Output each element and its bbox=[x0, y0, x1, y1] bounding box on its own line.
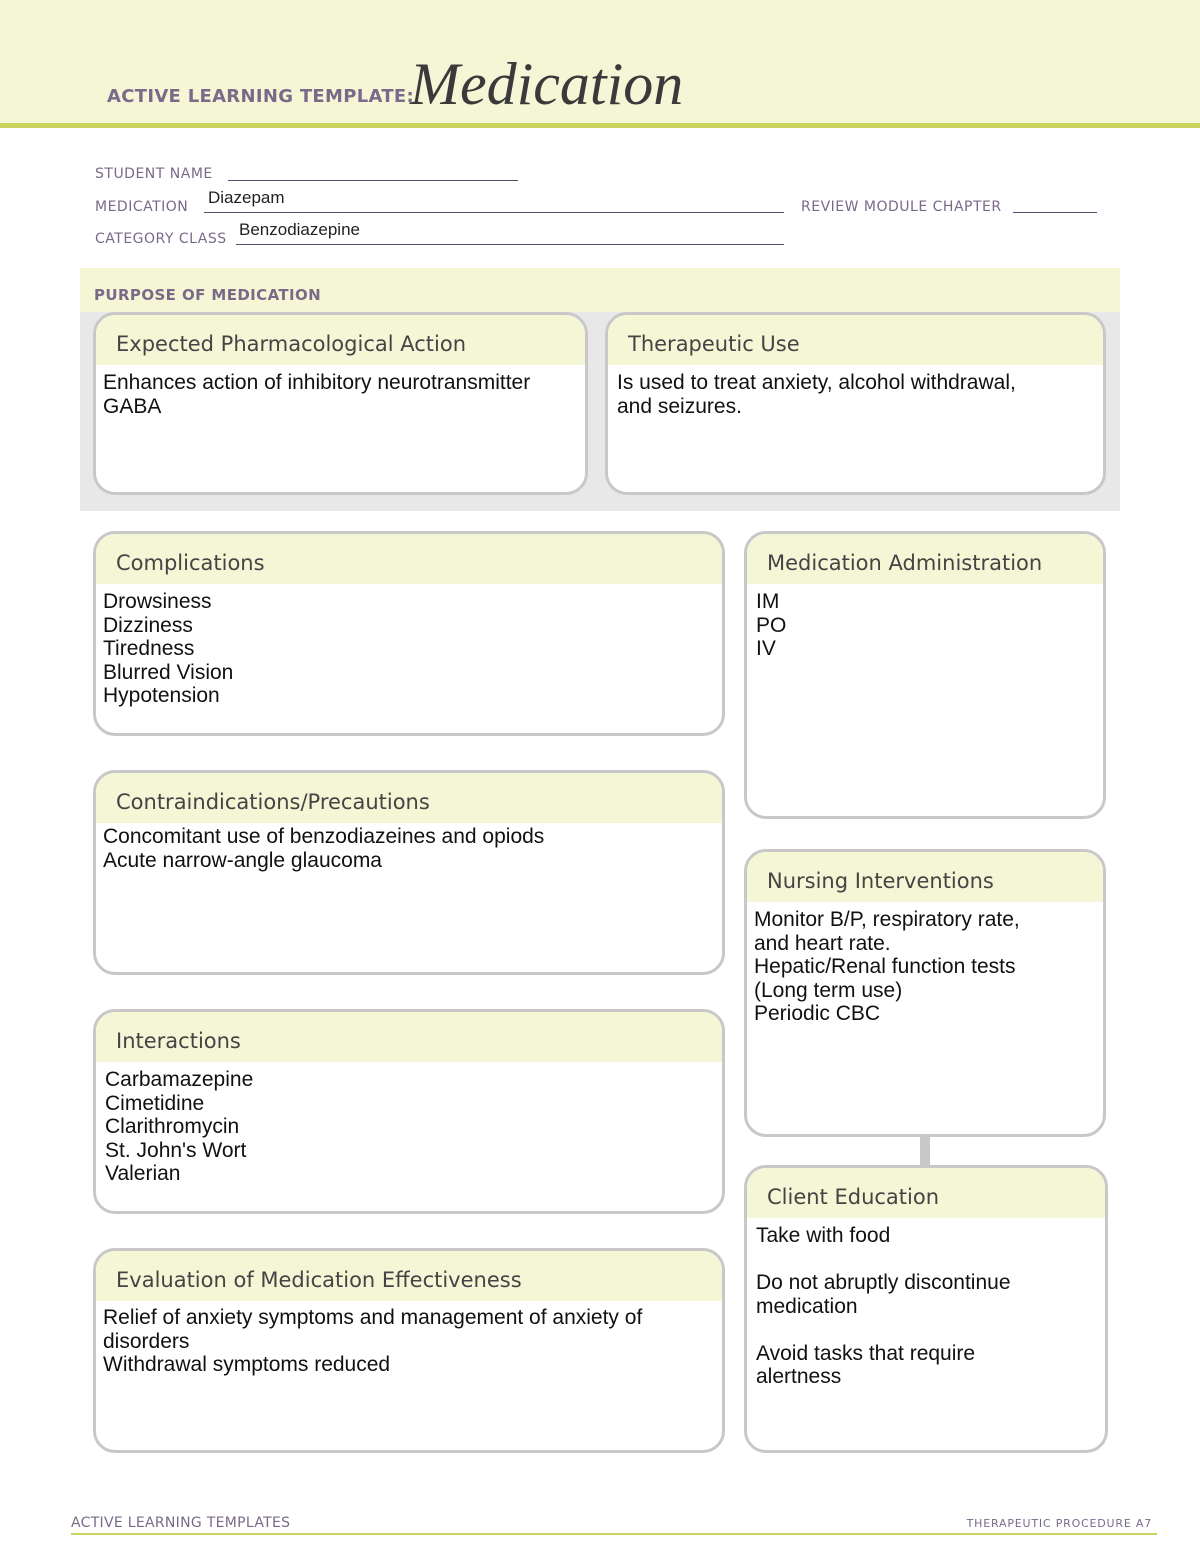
interactions-box bbox=[93, 1009, 725, 1214]
nursing-title: Nursing Interventions bbox=[747, 852, 1103, 902]
administration-title: Medication Administration bbox=[747, 534, 1103, 584]
evaluation-box bbox=[93, 1248, 725, 1453]
page-title: Medication bbox=[410, 51, 684, 117]
category-class-field[interactable]: Benzodiazepine bbox=[239, 220, 360, 239]
purpose-title: PURPOSE OF MEDICATION bbox=[94, 286, 322, 304]
complications-title: Complications bbox=[96, 534, 722, 584]
medication-label: MEDICATION bbox=[95, 199, 189, 215]
client-education-box bbox=[744, 1165, 1108, 1453]
header-rule bbox=[0, 123, 1200, 128]
administration-box bbox=[744, 531, 1106, 819]
student-name-line bbox=[228, 180, 518, 181]
therapeutic-use-text[interactable]: Is used to treat anxiety, alcohol withdrawal, and seizures. bbox=[617, 371, 1016, 418]
category-class-line bbox=[236, 244, 784, 245]
expected-action-text[interactable]: Enhances action of inhibitory neurotransmitter GABA bbox=[103, 371, 531, 418]
evaluation-text[interactable]: Relief of anxiety symptoms and management of anxiety of disorders Withdrawal symptoms reduced bbox=[103, 1306, 643, 1376]
footer-right: THERAPEUTIC PROCEDURE A7 bbox=[966, 1517, 1152, 1530]
student-name-label: STUDENT NAME bbox=[95, 166, 213, 182]
client-education-text[interactable]: Take with food Do not abruptly discontinue medication Avoid tasks that require alertness bbox=[756, 1224, 1011, 1388]
complications-text[interactable]: Drowsiness Dizziness Tiredness Blurred Vision Hypotension bbox=[103, 590, 234, 707]
expected-action-title: Expected Pharmacological Action bbox=[96, 315, 585, 365]
administration-text[interactable]: IM PO IV bbox=[756, 590, 787, 660]
category-class-label: CATEGORY CLASS bbox=[95, 231, 227, 247]
nursing-text[interactable]: Monitor B/P, respiratory rate, and heart rate. Hepatic/Renal function tests (Long term use) Periodic CBC bbox=[754, 908, 1020, 1025]
contraindications-title: Contraindications/Precautions bbox=[96, 773, 722, 823]
interactions-title: Interactions bbox=[96, 1012, 722, 1062]
therapeutic-use-box bbox=[605, 312, 1106, 495]
footer-rule bbox=[71, 1533, 1157, 1535]
connector-line bbox=[920, 1135, 930, 1167]
client-education-title: Client Education bbox=[747, 1168, 1105, 1218]
review-module-line bbox=[1013, 212, 1097, 213]
evaluation-title: Evaluation of Medication Effectiveness bbox=[96, 1251, 722, 1301]
interactions-text[interactable]: Carbamazepine Cimetidine Clarithromycin St. John's Wort Valerian bbox=[105, 1068, 254, 1185]
footer-left: ACTIVE LEARNING TEMPLATES bbox=[71, 1515, 291, 1531]
contraindications-box bbox=[93, 770, 725, 975]
expected-action-box bbox=[93, 312, 588, 495]
nursing-box bbox=[744, 849, 1106, 1137]
complications-box bbox=[93, 531, 725, 736]
medication-line bbox=[204, 212, 784, 213]
therapeutic-use-title: Therapeutic Use bbox=[608, 315, 1103, 365]
medication-field[interactable]: Diazepam bbox=[208, 188, 285, 207]
contraindications-text[interactable]: Concomitant use of benzodiazeines and opiods Acute narrow-angle glaucoma bbox=[103, 825, 545, 872]
template-label: ACTIVE LEARNING TEMPLATE: bbox=[107, 86, 414, 107]
review-module-label: REVIEW MODULE CHAPTER bbox=[801, 199, 1002, 215]
